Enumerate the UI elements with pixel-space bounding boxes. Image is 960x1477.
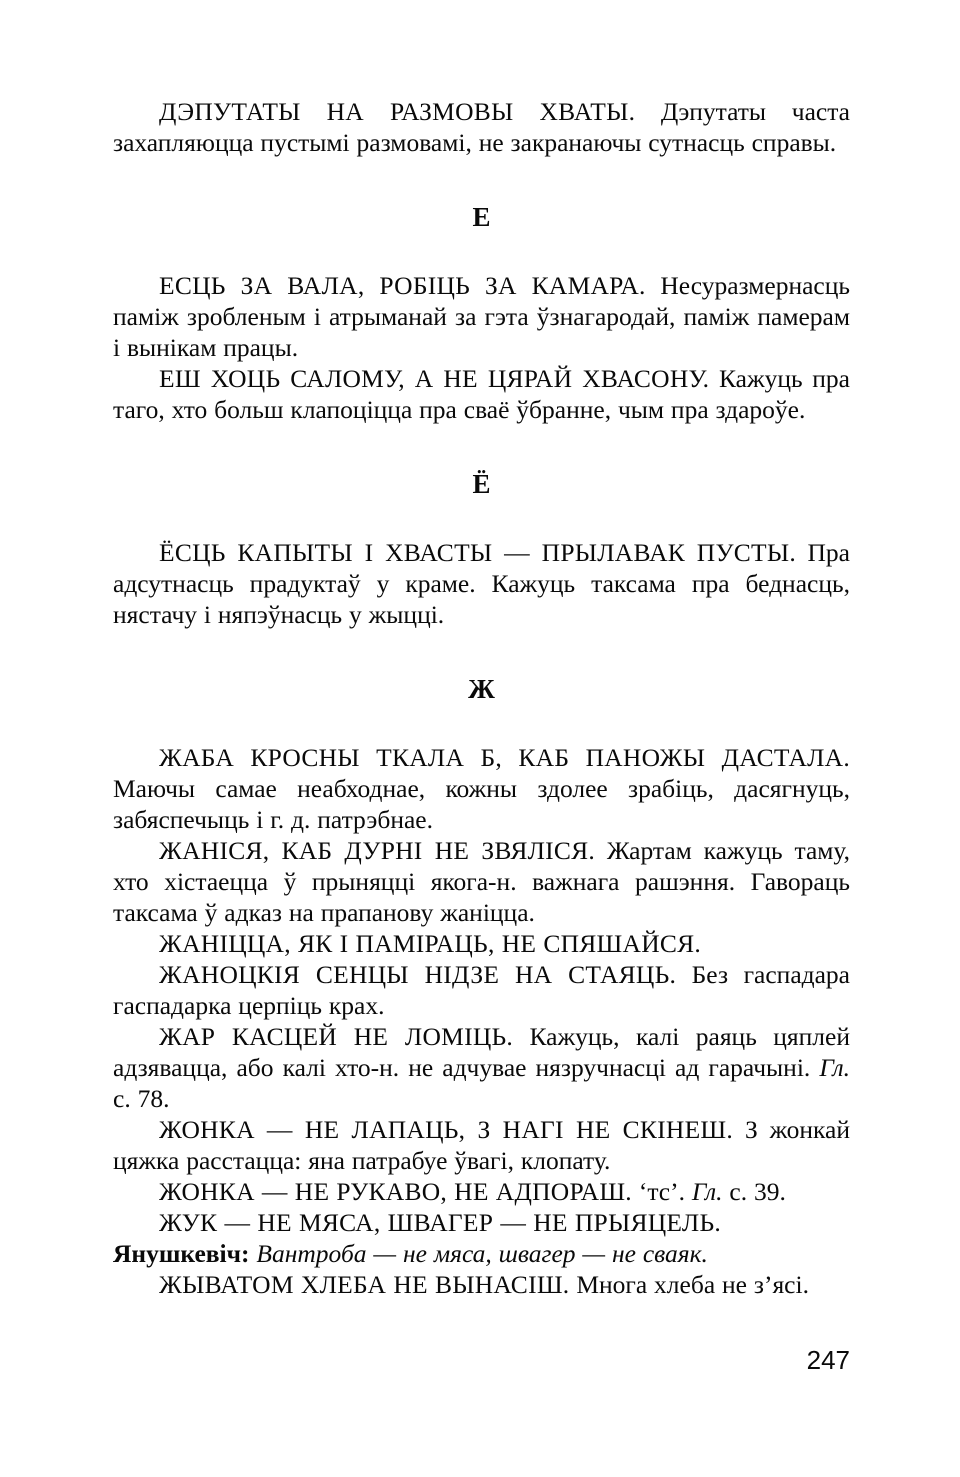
entry-headword: ЕСЦЬ ЗА ВАЛА, РОБІЦЬ ЗА КАМАРА. — [159, 271, 646, 300]
dictionary-entry — [113, 1021, 850, 1114]
entry-gloss: Жартам кажуць таму, хто хістаецца ў прыняцці якога-н. важнага рашэння. Гавораць таксама ў адказ на прапанову жаніцца. — [113, 836, 850, 927]
section-letter-e: Е — [472, 202, 491, 232]
section-gap — [113, 158, 850, 202]
dictionary-entry — [113, 270, 850, 363]
dictionary-entry — [113, 1207, 850, 1238]
dictionary-entry — [113, 537, 850, 630]
entry-gloss: Кажуць пра таго, хто больш клапоціцца пра сваё ўбранне, чым пра здароўе. — [113, 364, 851, 424]
cross-reference-label: Гл. — [684, 1177, 723, 1206]
entry-gloss: Многа хлеба не з’ясі. — [569, 1270, 809, 1299]
cross-reference-label: Гл. — [819, 1053, 850, 1082]
dictionary-entry — [113, 1176, 850, 1207]
dictionary-entry — [113, 928, 850, 959]
entry-headword: ЖУК — НЕ МЯСА, ШВАГЕР — НЕ ПРЫЯЦЕЛЬ. — [159, 1208, 721, 1237]
entry-headword: ДЭПУТАТЫ НА РАЗМОВЫ ХВАТЫ. — [159, 97, 636, 126]
dictionary-entry — [113, 1269, 850, 1300]
entry-headword: ЖАР КАСЦЕЙ НЕ ЛОМІЦЬ. — [159, 1022, 514, 1051]
entry-headword: ЖАНОЦКІЯ СЕНЦЫ НІДЗЕ НА СТАЯЦЬ. — [159, 960, 677, 989]
cross-reference-page: с. 78. — [113, 1084, 170, 1113]
cross-reference-page: с. 39. — [722, 1177, 786, 1206]
synonym-marker: ‘тс’. — [638, 1177, 685, 1206]
entry-headword: ЖАНІСЯ, КАБ ДУРНІ НЕ ЗВЯЛІСЯ. — [159, 836, 596, 865]
section-gap — [113, 500, 850, 537]
entry-source-citation — [113, 1238, 850, 1269]
entry-gloss: Без гаспадара гаспадарка церпіць крах. — [113, 960, 850, 1020]
entry-headword: ЖОНКА — НЕ РУКАВО, НЕ АДПОРАШ. — [159, 1177, 632, 1206]
entry-gloss: З жонкай цяжка расстацца: яна патрабуе ўвагі, клопату. — [113, 1115, 850, 1175]
section-gap — [113, 233, 850, 270]
entry-headword: ЖАНІЦЦА, ЯК І ПАМІРАЦЬ, НЕ СПЯШАЙСЯ. — [159, 929, 702, 958]
section-letter-yo: Ё — [472, 469, 491, 499]
entry-gloss: Кажуць, калі раяць цяплей адзявацца, або калі хто-н. не адчувае нязручнасці ад гарачыні. — [113, 1022, 850, 1082]
section-gap — [113, 705, 850, 742]
page-number: 247 — [806, 1345, 850, 1375]
section-gap — [113, 630, 850, 674]
dictionary-entry — [113, 959, 850, 1021]
entry-headword: ЕШ ХОЦЬ САЛОМУ, А НЕ ЦЯРАЙ ХВАСОНУ. — [159, 364, 710, 393]
entry-headword: ЁСЦЬ КАПЫТЫ І ХВАСТЫ — ПРЫЛАВАК ПУСТЫ. — [159, 538, 797, 567]
dictionary-entry — [113, 835, 850, 928]
dictionary-entry — [113, 742, 850, 835]
entry-headword: ЖАБА КРОСНЫ ТКАЛА Б, КАБ ПАНОЖЫ ДАСТАЛА. — [159, 743, 850, 772]
entry-gloss — [632, 1177, 639, 1206]
entry-headword: ЖЫВАТОМ ХЛЕБА НЕ ВЫНАСІШ. — [159, 1270, 570, 1299]
dictionary-entry — [113, 1114, 850, 1176]
page-content — [113, 96, 850, 1300]
entry-gloss: Дэпутаты часта захапляюцца пустымі размовамі, не закранаючы сутнасць справы. — [113, 97, 850, 157]
entry-headword: ЖОНКА — НЕ ЛАПАЦЬ, З НАГІ НЕ СКІНЕШ. — [159, 1115, 734, 1144]
section-letter-zh: Ж — [468, 674, 495, 704]
dictionary-entry — [113, 96, 850, 158]
entry-gloss: Маючы самае неабходнае, кожны здолее зрабіць, дасягнуць, забяспечыць і г. д. патрэбнае. — [113, 774, 850, 834]
entry-gloss: Пра адсутнасць прадуктаў у краме. Кажуць таксама пра беднасць, нястачу і няпэўнасць у жыцці. — [113, 538, 850, 629]
section-gap — [113, 425, 850, 469]
source-quote: Вантроба — не мяса, швагер — не сваяк. — [249, 1239, 708, 1268]
entry-gloss: Несуразмернасць паміж зробленым і атрыманай за гэта ўзнагародай, паміж памерам і вынікам працы. — [113, 271, 851, 362]
dictionary-entry — [113, 363, 850, 425]
source-name: Янушкевіч: — [113, 1239, 250, 1268]
